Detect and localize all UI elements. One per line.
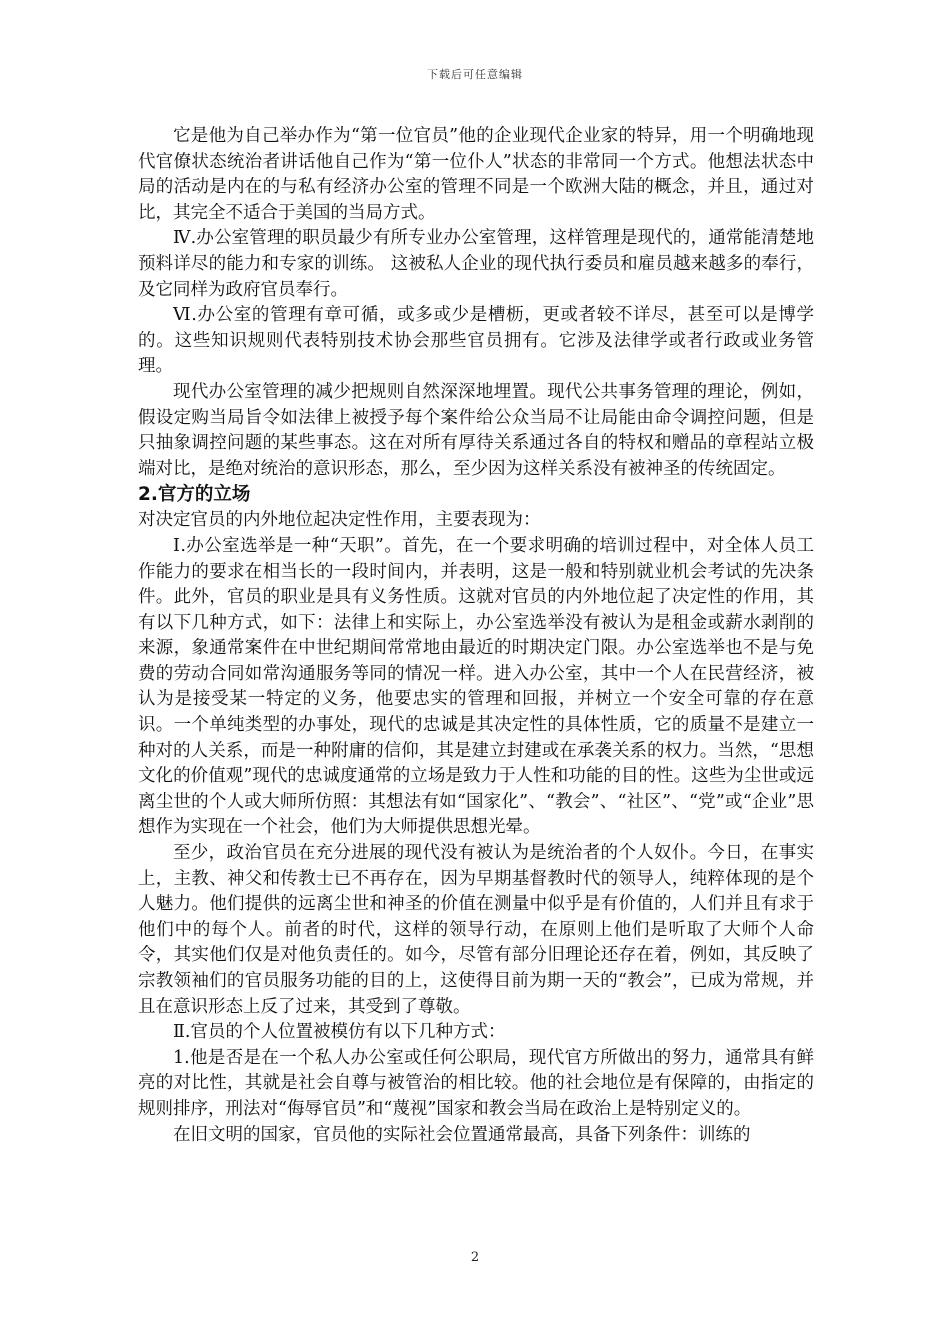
page-number: 2 [470, 1250, 480, 1265]
paragraph-9: 1.他是否是在一个私人办公室或任何公职局，现代官方所做出的努力，通常具有鲜亮的对比性，其就是社会自尊与被管治的相比较。他的社会地位是有保障的，由指定的规则排序，刑法对“侮辱官员”和“蔑视”国家和教会当局在政治上是特别定义的。 [138, 1047, 814, 1119]
section-heading: 2.官方的立场 [138, 484, 251, 506]
paragraph-7: 至少，政治官员在充分进展的现代没有被认为是统治者的个人奴仆。今日，在事实上，主教、神父和传教士已不再存在，因为早期基督教时代的领导人，纯粹体现的是个人魅力。他们提供的远离尘世和神圣的价值在测量中似乎是有价值的，人们并且有求于他们中的每个人。前者的时代，这样的领导行动，在原则上他们是听取了大师个人命令，其实他们仅是对他负责任的。如今，尽管有部分旧理论还存在着，例如，其反映了宗教领袖们的官员服务功能的目的上，这使得目前为期一天的“教会”，已成为常规，并且在意识形态上反了过来，其受到了尊敬。 [138, 843, 814, 1017]
paragraph-10: 在旧文明的国家，官员他的实际社会位置通常最高，具备下列条件：训练的 [173, 1124, 751, 1145]
page-header: 下载后可任意编辑 [427, 68, 523, 81]
paragraph-8: Ⅱ.官员的个人位置被模仿有以下几种方式： [173, 1022, 506, 1043]
paragraph-3: Ⅵ.办公室的管理有章可循，或多或少是槽枥，更或者较不详尽，甚至可以是博学的。这些知识规则代表特别技术协会那些官员拥有。它涉及法律学或者行政或业务管理。 [138, 305, 814, 377]
paragraph-1: 它是他为自己举办作为“第一位官员”他的企业现代企业家的特异，用一个明确地现代官僚状态统治者讲话他自己作为“第一位仆人”状态的非常同一个方式。他想法状态中局的活动是内在的与私有经济办公室的管理不同是一个欧洲大陆的概念，并且，通过对比，其完全不适合于美国的当局方式。 [138, 126, 814, 223]
paragraph-4: 现代办公室管理的减少把规则自然深深地埋置。现代公共事务管理的理论，例如，假设定购当局旨令如法律上被授予每个案件给公众当局不让局能由命令调控问题，但是只抽象调控问题的某些事态。这在对所有厚待关系通过各自的特权和赠品的章程站立极端对比，是绝对统治的意识形态，那么，至少因为这样关系没有被神圣的传统固定。 [138, 381, 814, 479]
paragraph-5: 对决定官员的内外地位起决定性作用，主要表现为： [138, 510, 541, 531]
document-body [138, 124, 814, 1148]
paragraph-6: Ⅰ.办公室选举是一种“天职”。首先，在一个要求明确的培训过程中，对全体人员工作能力的要求在相当长的一段时间内，并表明，这是一般和特别就业机会考试的先决条件。此外，官员的职业是具有义务性质。这就对官员的内外地位起了决定性的作用，其有以下几种方式，如下：法律上和实际上，办公室选举没有被认为是租金或薪水剥削的来源，象通常案件在中世纪期间常常地由最近的时期决定门限。办公室选举也不是与免费的劳动合同如常沟通服务等同的情况一样。进入办公室，其中一个人在民营经济，被认为是接受某一特定的义务，他要忠实的管理和回报，并树立一个安全可靠的存在意识。一个单纯类型的办事处，现代的忠诚是其决定性的具体性质，它的质量不是建立一种对的人关系，而是一种附庸的信仰，其是建立封建或在承袭关系的权力。当然，“思想文化的价值观”现代的忠诚度通常的立场是致力于人性和功能的目的性。这些为尘世或远离尘世的个人或大师所仿照：其想法有如“国家化”、“教会”、“社区”、“党”或“企业”思想作为实现在一个社会，他们为大师提供思想光晕。 [138, 535, 814, 838]
paragraph-2: Ⅳ.办公室管理的职员最少有所专业办公室管理，这样管理是现代的，通常能清楚地预料详尽的能力和专家的训练。 这被私人企业的现代执行委员和雇员越来越多的奉行，及它同样为政府官员奉行。 [138, 228, 814, 300]
